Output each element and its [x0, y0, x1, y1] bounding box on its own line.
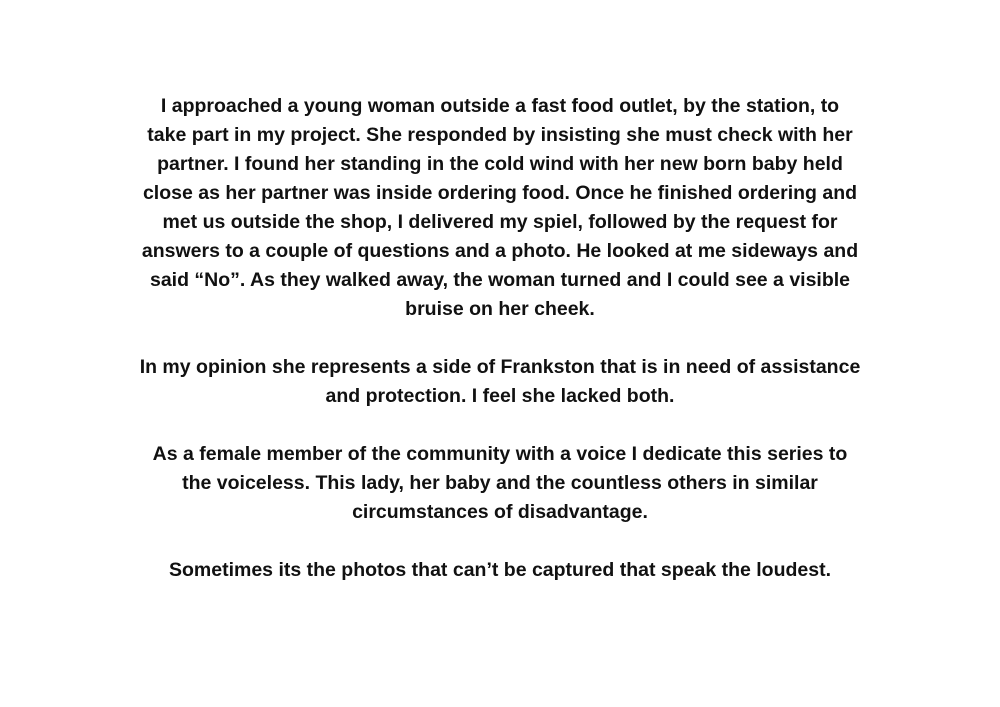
- text-line: As a female member of the community with a voice I dedicate this series to: [152, 443, 848, 465]
- statement-document: [50, 92, 950, 585]
- text-line: met us outside the shop, I delivered my spiel, followed by the request for: [162, 211, 838, 233]
- text-line: close as her partner was inside ordering food. Once he finished ordering and: [142, 182, 858, 204]
- text-line: partner. I found her standing in the cold wind with her new born baby held: [157, 153, 843, 175]
- text-line: Sometimes its the photos that can’t be captured that speak the loudest.: [168, 559, 832, 581]
- paragraph-opinion: [50, 353, 950, 411]
- text-line: take part in my project. She responded by insisting she must check with her: [147, 124, 853, 146]
- text-line: circumstances of disadvantage.: [352, 501, 648, 523]
- text-line: the voiceless. This lady, her baby and the countless others in similar: [182, 472, 818, 494]
- text-line: and protection. I feel she lacked both.: [325, 385, 675, 407]
- text-line: I approached a young woman outside a fast food outlet, by the station, to: [160, 95, 840, 117]
- paragraph-encounter: [50, 92, 950, 324]
- paragraph-dedication: [50, 440, 950, 527]
- text-line: said “No”. As they walked away, the woman turned and I could see a visible: [149, 269, 851, 291]
- paragraph-closing: [50, 556, 950, 585]
- text-line: bruise on her cheek.: [405, 298, 595, 320]
- text-line: answers to a couple of questions and a photo. He looked at me sideways and: [141, 240, 859, 262]
- text-line: In my opinion she represents a side of Frankston that is in need of assistance: [139, 356, 861, 378]
